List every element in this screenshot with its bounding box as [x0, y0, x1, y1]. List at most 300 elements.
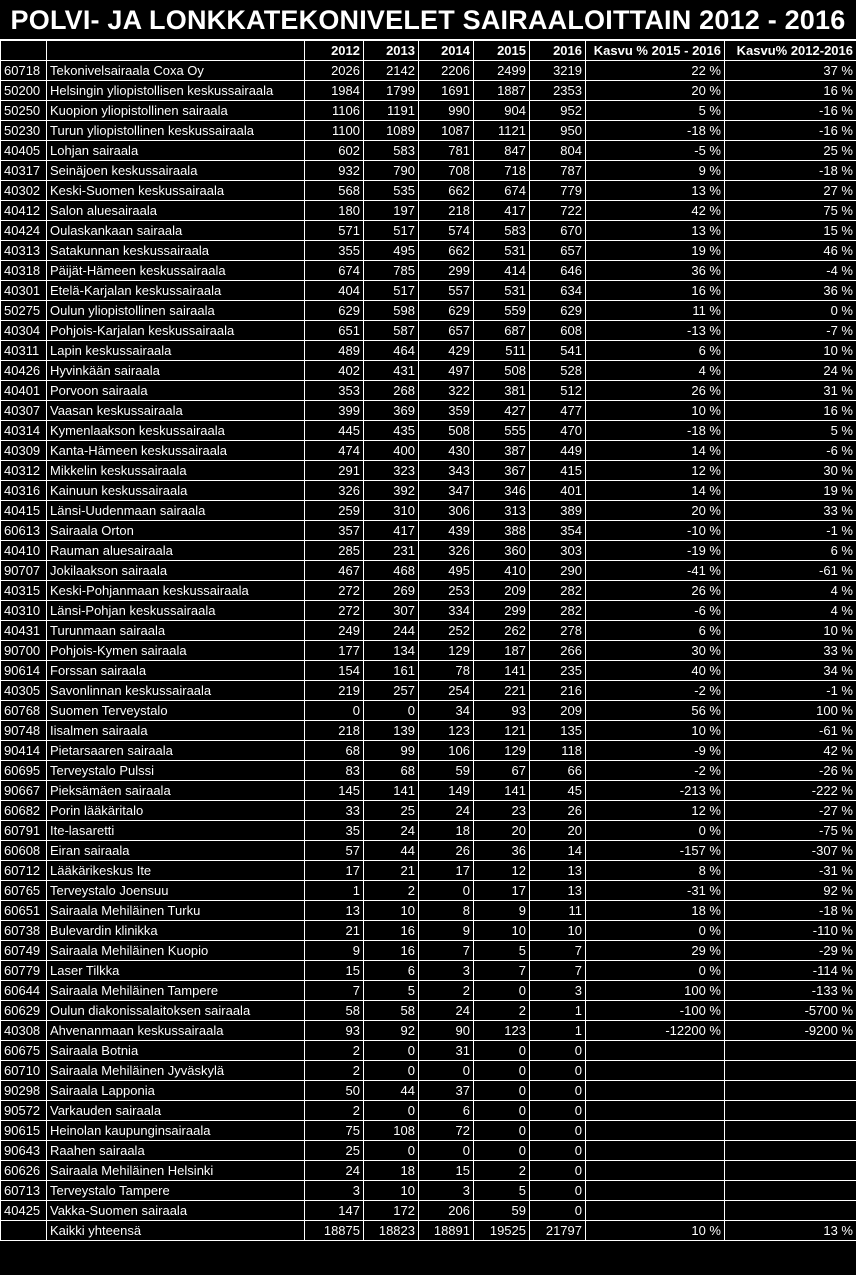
value-2013: 1191: [364, 101, 419, 121]
hospital-name: Kymenlaakson keskussairaala: [47, 421, 305, 441]
value-2014: 662: [419, 241, 474, 261]
table-row: [1, 261, 856, 281]
value-2016: 0: [530, 1101, 586, 1121]
hospital-code: 60682: [1, 801, 47, 821]
value-2013: 435: [364, 421, 419, 441]
value-2013: 0: [364, 1101, 419, 1121]
growth-2012-2016: 46 %: [725, 241, 856, 261]
growth-2015-2016: [586, 1161, 725, 1181]
value-2015: 2: [474, 1001, 530, 1021]
growth-2015-2016: 22 %: [586, 61, 725, 81]
hospital-name: Etelä-Karjalan keskussairaala: [47, 281, 305, 301]
value-2014: 206: [419, 1201, 474, 1221]
value-2013: 517: [364, 221, 419, 241]
value-2016: 3219: [530, 61, 586, 81]
value-2016: 13: [530, 881, 586, 901]
table-row: [1, 841, 856, 861]
value-2013: 587: [364, 321, 419, 341]
growth-2012-2016: -6 %: [725, 441, 856, 461]
growth-2015-2016: -18 %: [586, 121, 725, 141]
hospital-code: 90414: [1, 741, 47, 761]
value-2016: 449: [530, 441, 586, 461]
table-row: [1, 361, 856, 381]
hospital-code: 50230: [1, 121, 47, 141]
value-2016: 7: [530, 961, 586, 981]
value-2016: 0: [530, 1061, 586, 1081]
value-2013: 18823: [364, 1221, 419, 1241]
value-2015: 1887: [474, 81, 530, 101]
value-2012: 21: [305, 921, 364, 941]
hospital-name: Sairaala Mehiläinen Kuopio: [47, 941, 305, 961]
growth-2015-2016: 9 %: [586, 161, 725, 181]
value-2014: 708: [419, 161, 474, 181]
value-2013: 269: [364, 581, 419, 601]
growth-2015-2016: [586, 1141, 725, 1161]
value-2014: 0: [419, 881, 474, 901]
growth-2015-2016: 18 %: [586, 901, 725, 921]
header-code: [1, 41, 47, 61]
growth-2015-2016: [586, 1181, 725, 1201]
header-2016: 2016: [530, 41, 586, 61]
header-2012: 2012: [305, 41, 364, 61]
value-2014: 254: [419, 681, 474, 701]
value-2012: 1984: [305, 81, 364, 101]
growth-2012-2016: 4 %: [725, 601, 856, 621]
value-2014: 59: [419, 761, 474, 781]
table-row: [1, 1181, 856, 1201]
value-2016: 401: [530, 481, 586, 501]
value-2014: 359: [419, 401, 474, 421]
value-2013: 18: [364, 1161, 419, 1181]
value-2016: 952: [530, 101, 586, 121]
value-2013: 464: [364, 341, 419, 361]
growth-2012-2016: -114 %: [725, 961, 856, 981]
value-2012: 154: [305, 661, 364, 681]
value-2016: 135: [530, 721, 586, 741]
hospital-code: 90614: [1, 661, 47, 681]
value-2016: 66: [530, 761, 586, 781]
hospital-code: 50275: [1, 301, 47, 321]
hospital-name: Pohjois-Kymen sairaala: [47, 641, 305, 661]
table-row: [1, 541, 856, 561]
growth-2015-2016: 6 %: [586, 341, 725, 361]
hospital-name: Kaikki yhteensä: [47, 1221, 305, 1241]
value-2013: 161: [364, 661, 419, 681]
growth-2015-2016: 12 %: [586, 461, 725, 481]
value-2012: 9: [305, 941, 364, 961]
hospital-name: Sairaala Mehiläinen Tampere: [47, 981, 305, 1001]
hospital-code: 60713: [1, 1181, 47, 1201]
growth-2012-2016: 16 %: [725, 401, 856, 421]
hospital-name: Ahvenanmaan keskussairaala: [47, 1021, 305, 1041]
growth-2012-2016: 15 %: [725, 221, 856, 241]
table-row: [1, 561, 856, 581]
table-row: [1, 181, 856, 201]
table-row: [1, 941, 856, 961]
hospital-name: Kainuun keskussairaala: [47, 481, 305, 501]
value-2014: 218: [419, 201, 474, 221]
growth-2015-2016: 30 %: [586, 641, 725, 661]
value-2012: 357: [305, 521, 364, 541]
value-2013: 468: [364, 561, 419, 581]
hospital-name: Seinäjoen keskussairaala: [47, 161, 305, 181]
value-2013: 369: [364, 401, 419, 421]
table-row: [1, 721, 856, 741]
growth-2015-2016: [586, 1061, 725, 1081]
value-2016: 950: [530, 121, 586, 141]
value-2015: 221: [474, 681, 530, 701]
value-2015: 718: [474, 161, 530, 181]
hospital-code: 40313: [1, 241, 47, 261]
value-2016: 779: [530, 181, 586, 201]
table-row: [1, 921, 856, 941]
hospital-name: Tekonivelsairaala Coxa Oy: [47, 61, 305, 81]
hospital-name: Pohjois-Karjalan keskussairaala: [47, 321, 305, 341]
value-2014: 1087: [419, 121, 474, 141]
value-2015: 10: [474, 921, 530, 941]
value-2014: 0: [419, 1061, 474, 1081]
value-2013: 141: [364, 781, 419, 801]
value-2014: 253: [419, 581, 474, 601]
value-2016: 804: [530, 141, 586, 161]
table-row: [1, 1021, 856, 1041]
growth-2015-2016: -12200 %: [586, 1021, 725, 1041]
value-2014: 662: [419, 181, 474, 201]
hospital-code: 40311: [1, 341, 47, 361]
value-2016: 1: [530, 1021, 586, 1041]
value-2012: 145: [305, 781, 364, 801]
growth-2012-2016: -26 %: [725, 761, 856, 781]
hospital-name: Raahen sairaala: [47, 1141, 305, 1161]
table-row: [1, 341, 856, 361]
value-2015: 129: [474, 741, 530, 761]
value-2016: 278: [530, 621, 586, 641]
hospital-code: 40302: [1, 181, 47, 201]
value-2012: 674: [305, 261, 364, 281]
growth-2015-2016: -19 %: [586, 541, 725, 561]
value-2014: 557: [419, 281, 474, 301]
hospital-name: Eiran sairaala: [47, 841, 305, 861]
value-2012: 93: [305, 1021, 364, 1041]
table-row: [1, 801, 856, 821]
value-2016: 0: [530, 1141, 586, 1161]
value-2013: 392: [364, 481, 419, 501]
value-2016: 20: [530, 821, 586, 841]
value-2015: 847: [474, 141, 530, 161]
value-2016: 0: [530, 1041, 586, 1061]
hospital-code: [1, 1221, 47, 1241]
value-2016: 282: [530, 601, 586, 621]
growth-2015-2016: 11 %: [586, 301, 725, 321]
growth-2015-2016: -100 %: [586, 1001, 725, 1021]
value-2015: 0: [474, 1041, 530, 1061]
growth-2015-2016: -157 %: [586, 841, 725, 861]
growth-2015-2016: -41 %: [586, 561, 725, 581]
value-2015: 209: [474, 581, 530, 601]
value-2016: 528: [530, 361, 586, 381]
value-2012: 75: [305, 1121, 364, 1141]
table-row: [1, 301, 856, 321]
value-2013: 598: [364, 301, 419, 321]
value-2013: 310: [364, 501, 419, 521]
value-2016: 0: [530, 1081, 586, 1101]
growth-2012-2016: 33 %: [725, 641, 856, 661]
value-2015: 262: [474, 621, 530, 641]
table-row: [1, 141, 856, 161]
hospital-code: 40301: [1, 281, 47, 301]
hospital-code: 40317: [1, 161, 47, 181]
growth-2012-2016: 10 %: [725, 341, 856, 361]
hospital-name: Vakka-Suomen sairaala: [47, 1201, 305, 1221]
growth-2012-2016: 92 %: [725, 881, 856, 901]
growth-2015-2016: -13 %: [586, 321, 725, 341]
value-2013: 197: [364, 201, 419, 221]
growth-2015-2016: 0 %: [586, 961, 725, 981]
hospital-code: 40314: [1, 421, 47, 441]
value-2012: 18875: [305, 1221, 364, 1241]
value-2014: 347: [419, 481, 474, 501]
growth-2015-2016: 12 %: [586, 801, 725, 821]
value-2014: 106: [419, 741, 474, 761]
value-2016: 7: [530, 941, 586, 961]
table-row: [1, 821, 856, 841]
value-2012: 15: [305, 961, 364, 981]
value-2016: 512: [530, 381, 586, 401]
growth-2012-2016: -307 %: [725, 841, 856, 861]
growth-2012-2016: 6 %: [725, 541, 856, 561]
value-2012: 219: [305, 681, 364, 701]
value-2014: 2: [419, 981, 474, 1001]
value-2015: 381: [474, 381, 530, 401]
value-2014: 15: [419, 1161, 474, 1181]
value-2014: 26: [419, 841, 474, 861]
value-2013: 231: [364, 541, 419, 561]
growth-2015-2016: [586, 1101, 725, 1121]
hospital-name: Turun yliopistollinen keskussairaala: [47, 121, 305, 141]
value-2012: 404: [305, 281, 364, 301]
hospital-name: Terveystalo Pulssi: [47, 761, 305, 781]
hospital-name: Oulun yliopistollinen sairaala: [47, 301, 305, 321]
value-2016: 670: [530, 221, 586, 241]
table-row: [1, 481, 856, 501]
hospital-code: 60738: [1, 921, 47, 941]
value-2014: 8: [419, 901, 474, 921]
value-2016: 282: [530, 581, 586, 601]
hospital-code: 60613: [1, 521, 47, 541]
value-2012: 272: [305, 601, 364, 621]
hospital-name: Oulaskankaan sairaala: [47, 221, 305, 241]
header-row: [1, 41, 856, 61]
value-2015: 0: [474, 1081, 530, 1101]
table-row: [1, 101, 856, 121]
header-2013: 2013: [364, 41, 419, 61]
growth-2012-2016: 27 %: [725, 181, 856, 201]
value-2015: 674: [474, 181, 530, 201]
value-2012: 467: [305, 561, 364, 581]
growth-2012-2016: 75 %: [725, 201, 856, 221]
hospital-code: 40405: [1, 141, 47, 161]
value-2013: 0: [364, 1041, 419, 1061]
growth-2015-2016: [586, 1041, 725, 1061]
growth-2015-2016: 56 %: [586, 701, 725, 721]
growth-2012-2016: -16 %: [725, 121, 856, 141]
growth-2015-2016: 26 %: [586, 381, 725, 401]
growth-2015-2016: 36 %: [586, 261, 725, 281]
value-2013: 16: [364, 941, 419, 961]
hospital-name: Lääkärikeskus Ite: [47, 861, 305, 881]
growth-2012-2016: -1 %: [725, 521, 856, 541]
growth-2015-2016: -213 %: [586, 781, 725, 801]
hospital-code: 40307: [1, 401, 47, 421]
growth-2015-2016: 5 %: [586, 101, 725, 121]
growth-2015-2016: -5 %: [586, 141, 725, 161]
hospital-name: Vaasan keskussairaala: [47, 401, 305, 421]
table-row: [1, 461, 856, 481]
value-2015: 19525: [474, 1221, 530, 1241]
hospital-name: Oulun diakonissalaitoksen sairaala: [47, 1001, 305, 1021]
value-2016: 209: [530, 701, 586, 721]
value-2015: 508: [474, 361, 530, 381]
value-2013: 417: [364, 521, 419, 541]
table-row: [1, 681, 856, 701]
value-2015: 388: [474, 521, 530, 541]
growth-2015-2016: 0 %: [586, 821, 725, 841]
value-2014: 334: [419, 601, 474, 621]
growth-2012-2016: 30 %: [725, 461, 856, 481]
value-2016: 290: [530, 561, 586, 581]
value-2013: 323: [364, 461, 419, 481]
growth-2012-2016: -29 %: [725, 941, 856, 961]
value-2013: 0: [364, 701, 419, 721]
hospital-name: Pietarsaaren sairaala: [47, 741, 305, 761]
header-hospital: [47, 41, 305, 61]
growth-2012-2016: 4 %: [725, 581, 856, 601]
hospital-name: Keski-Pohjanmaan keskussairaala: [47, 581, 305, 601]
value-2014: 78: [419, 661, 474, 681]
growth-2015-2016: 8 %: [586, 861, 725, 881]
hospital-name: Kuopion yliopistollinen sairaala: [47, 101, 305, 121]
growth-2012-2016: -7 %: [725, 321, 856, 341]
value-2012: 57: [305, 841, 364, 861]
value-2013: 92: [364, 1021, 419, 1041]
growth-2012-2016: [725, 1041, 856, 1061]
total-row: [1, 1221, 856, 1241]
value-2012: 35: [305, 821, 364, 841]
hospital-code: 40412: [1, 201, 47, 221]
hospital-name: Mikkelin keskussairaala: [47, 461, 305, 481]
value-2015: 0: [474, 1141, 530, 1161]
value-2013: 517: [364, 281, 419, 301]
value-2014: 629: [419, 301, 474, 321]
growth-2012-2016: [725, 1201, 856, 1221]
header-growth-2012-2016: Kasvu% 2012-2016: [725, 41, 856, 61]
value-2013: 10: [364, 901, 419, 921]
value-2014: 24: [419, 801, 474, 821]
hospital-name: Lohjan sairaala: [47, 141, 305, 161]
value-2013: 58: [364, 1001, 419, 1021]
value-2016: 608: [530, 321, 586, 341]
value-2014: 31: [419, 1041, 474, 1061]
value-2015: 93: [474, 701, 530, 721]
value-2016: 13: [530, 861, 586, 881]
value-2015: 7: [474, 961, 530, 981]
growth-2015-2016: 26 %: [586, 581, 725, 601]
value-2016: 14: [530, 841, 586, 861]
growth-2012-2016: 19 %: [725, 481, 856, 501]
hospital-code: 60675: [1, 1041, 47, 1061]
table-row: [1, 1101, 856, 1121]
value-2012: 7: [305, 981, 364, 1001]
growth-2012-2016: 16 %: [725, 81, 856, 101]
value-2014: 439: [419, 521, 474, 541]
growth-2015-2016: -31 %: [586, 881, 725, 901]
value-2012: 180: [305, 201, 364, 221]
page-title: POLVI- JA LONKKATEKONIVELET SAIRAALOITTAIN 2012 - 2016: [0, 0, 856, 40]
value-2014: 326: [419, 541, 474, 561]
growth-2015-2016: 40 %: [586, 661, 725, 681]
value-2016: 0: [530, 1121, 586, 1141]
value-2012: 249: [305, 621, 364, 641]
value-2012: 445: [305, 421, 364, 441]
hospital-name: Helsingin yliopistollisen keskussairaala: [47, 81, 305, 101]
value-2013: 108: [364, 1121, 419, 1141]
hospital-code: 60749: [1, 941, 47, 961]
value-2016: 470: [530, 421, 586, 441]
value-2016: 0: [530, 1181, 586, 1201]
value-2013: 1089: [364, 121, 419, 141]
value-2012: 399: [305, 401, 364, 421]
value-2015: 23: [474, 801, 530, 821]
value-2016: 722: [530, 201, 586, 221]
value-2014: 9: [419, 921, 474, 941]
hospital-code: 90615: [1, 1121, 47, 1141]
value-2015: 367: [474, 461, 530, 481]
value-2016: 235: [530, 661, 586, 681]
hospital-code: 40310: [1, 601, 47, 621]
hospital-name: Länsi-Uudenmaan sairaala: [47, 501, 305, 521]
value-2013: 785: [364, 261, 419, 281]
growth-2015-2016: -18 %: [586, 421, 725, 441]
table-row: [1, 321, 856, 341]
data-table: [0, 40, 856, 1241]
growth-2015-2016: 100 %: [586, 981, 725, 1001]
value-2015: 0: [474, 1101, 530, 1121]
value-2014: 7: [419, 941, 474, 961]
hospital-code: 40410: [1, 541, 47, 561]
growth-2015-2016: 13 %: [586, 221, 725, 241]
value-2012: 25: [305, 1141, 364, 1161]
hospital-name: Bulevardin klinikka: [47, 921, 305, 941]
value-2012: 291: [305, 461, 364, 481]
hospital-code: 60710: [1, 1061, 47, 1081]
growth-2012-2016: 25 %: [725, 141, 856, 161]
hospital-name: Heinolan kaupunginsairaala: [47, 1121, 305, 1141]
value-2014: 72: [419, 1121, 474, 1141]
value-2016: 216: [530, 681, 586, 701]
value-2012: 474: [305, 441, 364, 461]
value-2013: 139: [364, 721, 419, 741]
value-2013: 172: [364, 1201, 419, 1221]
value-2012: 2026: [305, 61, 364, 81]
table-row: [1, 881, 856, 901]
table-row: [1, 601, 856, 621]
table-row: [1, 741, 856, 761]
value-2015: 5: [474, 1181, 530, 1201]
hospital-name: Iisalmen sairaala: [47, 721, 305, 741]
value-2012: 272: [305, 581, 364, 601]
hospital-name: Porvoon sairaala: [47, 381, 305, 401]
table-row: [1, 1121, 856, 1141]
